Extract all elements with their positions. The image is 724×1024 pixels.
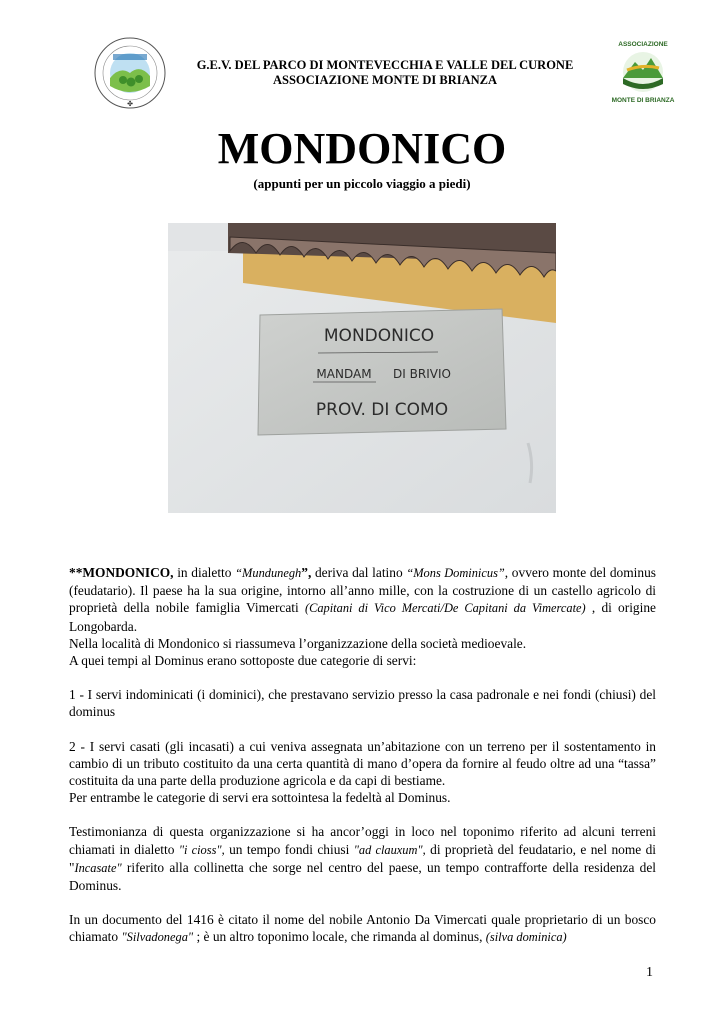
paragraph-documento-1416: In un documento del 1416 è citato il nome del nobile Antonio Da Vimercati quale proprietario di un bosco chiamato "Silvadonega" ; è un altro toponimo locale, che rimanda al dominus, (silva dominica) bbox=[69, 912, 656, 945]
mondonico-sign-photo bbox=[168, 223, 556, 513]
lead-term: **MONDONICO, bbox=[69, 565, 174, 580]
body-text bbox=[69, 564, 656, 964]
header-line-2: ASSOCIAZIONE MONTE DI BRIANZA bbox=[273, 73, 497, 87]
svg-text:✤: ✤ bbox=[127, 100, 133, 108]
paragraph-servi-indominicati: 1 - I servi indominicati (i dominici), che prestavano servizio presso la casa padronale e nei fondi (chiusi) del dominus bbox=[69, 687, 656, 720]
sign-line-1: MONDONICO bbox=[323, 326, 435, 346]
paragraph-testimonianza: Testimonianza di questa organizzazione si ha ancor’oggi in loco nel toponimo riferito ad alcuni terreni chiamati in dialetto "i cioss", un tempo fondi chiusi "ad clauxum", di proprietà del feudatario, e nel nome di "Incasate" riferito alla collinetta che sorge nel centro del paese, un tempo contrafforte della residenza del Dominus. bbox=[69, 824, 657, 894]
sign-line-3: PROV. DI COMO bbox=[315, 400, 449, 420]
svg-text:MONTE DI BRIANZA: MONTE DI BRIANZA bbox=[611, 97, 675, 104]
sign-line-2b: DI BRIVIO bbox=[393, 367, 451, 381]
paragraph-intro: **MONDONICO, in dialetto “Mundunegh”, deriva dal latino “Mons Dominicus”, ovvero monte del dominus (feudatario). Il paese ha la sua origine, intorno all’anno mille, con la costruzione di un castello agricolo di proprietà della nobile famiglia Vimercati (Capitani di Vico Mercati/De Capitani da Vimercate) , di origine Longobarda. Nella località di Mondonico si riassumeva l’organizzazione della società medioevale. A quei tempi al Dominus erano sottoposte due categorie di servi: bbox=[69, 565, 656, 669]
sign-line-2a: MANDAM bbox=[316, 367, 372, 381]
page-number: 1 bbox=[646, 965, 653, 980]
page-title: MONDONICO bbox=[217, 124, 507, 173]
svg-text:ASSOCIAZIONE: ASSOCIAZIONE bbox=[618, 41, 668, 48]
parco-montevecchia-logo bbox=[93, 36, 167, 110]
header-line-1: G.E.V. DEL PARCO DI MONTEVECCHIA E VALLE DEL CURONE bbox=[196, 58, 574, 72]
page-subtitle: (appunti per un piccolo viaggio a piedi) bbox=[253, 176, 471, 191]
paragraph-servi-casati: 2 - I servi casati (gli incasati) a cui veniva assegnata un’abitazione con un terreno per il sostentamento in cambio di un tributo costituito da una certa quantità di mano d’opera da fornire al feudo oltre ad una “tassa” costituita da una parte della produzione agricola e da capi di bestiame. Per entrambe le categorie di servi era sottointesa la fedeltà al Dominus. bbox=[69, 738, 656, 806]
associazione-monte-brianza-logo bbox=[607, 34, 679, 106]
